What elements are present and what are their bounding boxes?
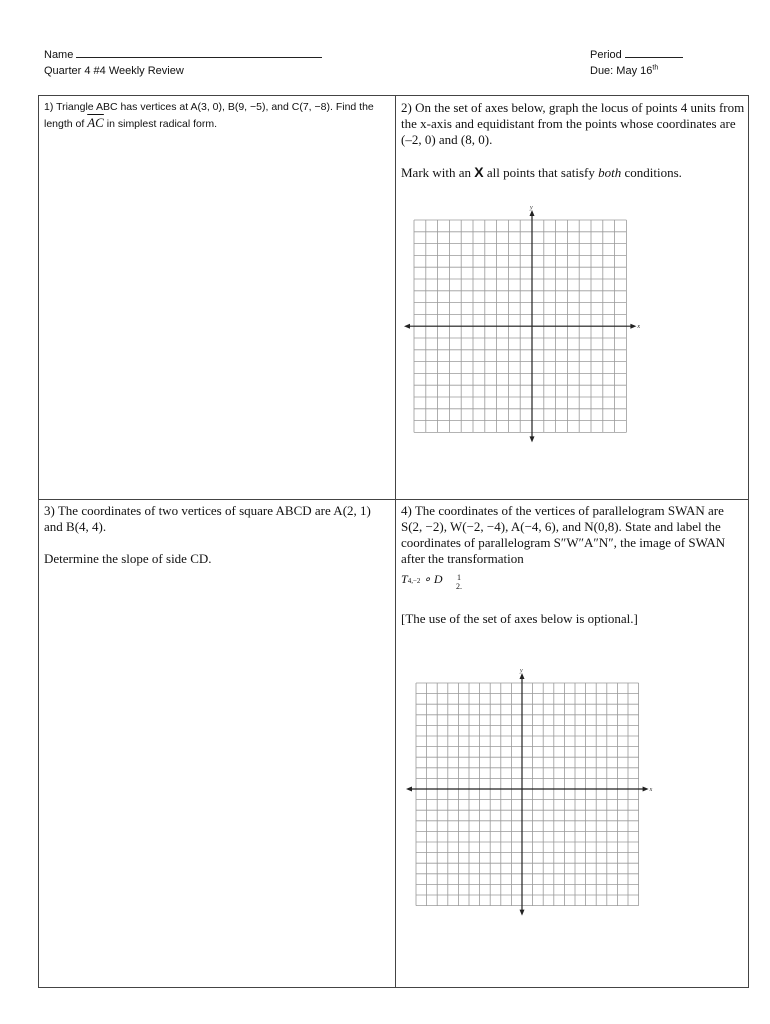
mark-text-b: all points that satisfy [486, 165, 595, 180]
mark-x-symbol: X [474, 164, 484, 180]
mark-text-both: both [598, 165, 622, 180]
x-axis-arrow-right [643, 787, 649, 792]
x-axis-arrow-left [406, 787, 412, 792]
question-1-text-b: Find the length of [44, 101, 374, 130]
header-right [590, 47, 683, 79]
x-axis-label: x [649, 787, 653, 793]
mark-text-a: Mark with an [401, 165, 472, 180]
mark-text-c: conditions. [624, 165, 682, 180]
question-1-text-c: in simplest radical form. [106, 118, 218, 130]
segment-ac: $\overline{AC}$ [87, 115, 104, 130]
name-label: Name [44, 49, 74, 61]
y-axis-arrow-down [520, 910, 525, 916]
y-axis-label: y [520, 668, 523, 674]
due-label: Due: May 16 [590, 65, 653, 77]
period-blank[interactable] [625, 47, 683, 58]
composition-operator: ∘ [423, 572, 431, 586]
optional-note: [The use of the set of axes below is optional.] [401, 611, 638, 626]
name-blank[interactable] [76, 47, 322, 58]
question-3-body: The coordinates of two vertices of square ABCD are A(2, 1) and B(4, 4). [44, 503, 371, 534]
question-1-number: 1) [44, 101, 54, 113]
transform-end: . [460, 582, 462, 591]
fraction-denominator: 2 [456, 582, 460, 591]
worksheet-subtitle: Quarter 4 #4 Weekly Review [44, 65, 184, 77]
question-1-text-a: Triangle ABC has vertices at A(3, 0), B(9, −5), and C(7, −8). [56, 101, 333, 113]
question-4-body: The coordinates of the vertices of parallelogram SWAN are S(2, −2), W(−2, −4), A(−4, 6), and N(0,8). State and label the coordinates of parallelogram S″W″A″N″, the image of SWAN after the transformation [401, 503, 726, 566]
question-2-number: 2) [401, 100, 412, 115]
translation-subscript: 4,−2 [407, 577, 421, 585]
due-suffix: th [652, 64, 659, 72]
period-line [590, 47, 683, 63]
due-date [590, 63, 683, 79]
question-4-number: 4) [401, 503, 412, 518]
question-3-number: 3) [44, 503, 55, 518]
header-left [44, 47, 322, 79]
translation-symbol: T [401, 572, 408, 586]
dilation-symbol: D [433, 572, 443, 586]
question-3-prompt: Determine the slope of side CD. [44, 551, 212, 566]
question-2-body: On the set of axes below, graph the locus of points 4 units from the x-axis and equidistant from the points whose coordinates are (–2, 0) and (8, 0). [401, 100, 745, 147]
coordinate-grid-q4[interactable] [39, 96, 748, 987]
period-label: Period [590, 49, 622, 61]
worksheet-table [38, 95, 749, 988]
name-line [44, 47, 322, 63]
y-axis-label: y [530, 205, 533, 211]
x-axis-label: x [637, 324, 641, 331]
fraction-numerator: 1 [457, 573, 461, 582]
